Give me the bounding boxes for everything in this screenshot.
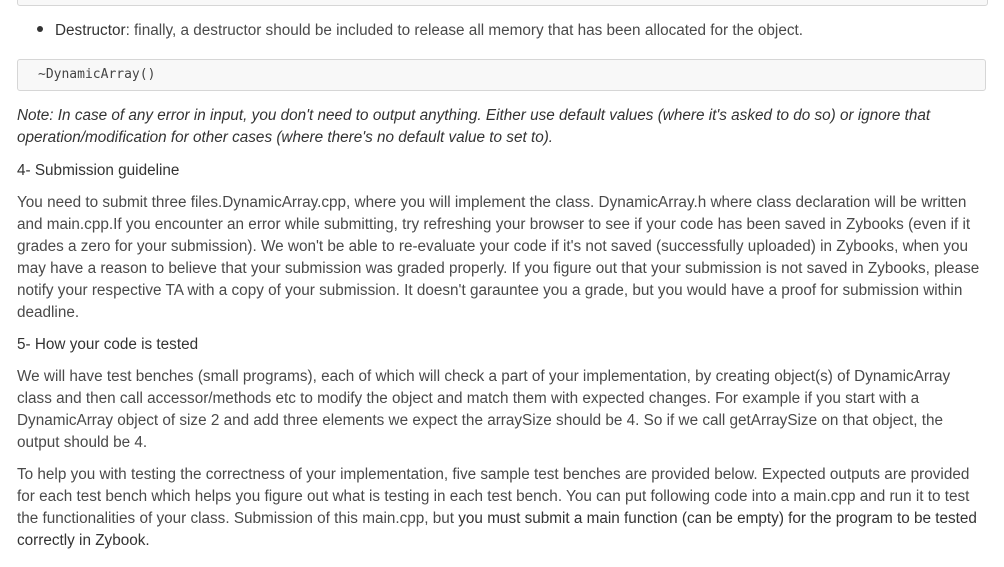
section-5-body-2-emphasis: you must submit a main function (can be empty) for the program to be tested correctly in Zybook.	[17, 510, 977, 549]
section-5-body-2-text: To help you with testing the correctness of your implementation, five sample test benches are provided below. Expected outputs are provided for each test bench which helps you figure out what is testing in each test bench. You can put following code into a main.cpp and run it to test the functionalities of your class. Submission of this main.cpp, but	[17, 466, 970, 527]
destructor-code-block	[17, 59, 986, 91]
section-4-body: You need to submit three files.DynamicArray.cpp, where you will implement the class. DynamicArray.h where class declaration will be written and main.cpp.If you encounter an error while submitting, try refreshing your browser to see if your code has been saved in Zybooks (even if it grades a zero for your submission). We won't be able to re-evaluate your code if it's not saved (successfully uploaded) in Zybooks, when you may have a reason to believe that your submission was graded properly. If you figure out that your submission is not saved in Zybooks, please notify your respective TA with a copy of your submission. It doesn't garauntee you a grade, but you would have a proof for submission within deadline.	[17, 194, 980, 321]
destructor-text: : finally, a destructor should be included to release all memory that has been allocated for the object.	[125, 22, 803, 39]
section-4-heading: 4- Submission guideline	[17, 162, 180, 179]
section-5-body-2	[17, 464, 989, 552]
destructor-code: ~DynamicArray()	[38, 67, 156, 82]
previous-code-box	[17, 0, 988, 6]
bullet-dot	[37, 26, 43, 32]
section-5-heading: 5- How your code is tested	[17, 336, 199, 353]
destructor-term: Destructor	[55, 22, 126, 39]
error-note: Note: In case of any error in input, you don't need to output anything. Either use default values (where it's asked to do so) or ignore that operation/modification for other cases (where there's no default value to set to).	[17, 107, 931, 146]
section-5-body-1: We will have test benches (small programs), each of which will check a part of your implementation, by creating object(s) of DynamicArray class and then call accessor/methods etc to modify the object and match them with expected changes. For example if you start with a DynamicArray object of size 2 and add three elements we expect the arraySize should be 4. So if we call getArraySize on that object, the output should be 4.	[17, 368, 951, 451]
destructor-bullet	[37, 20, 803, 42]
